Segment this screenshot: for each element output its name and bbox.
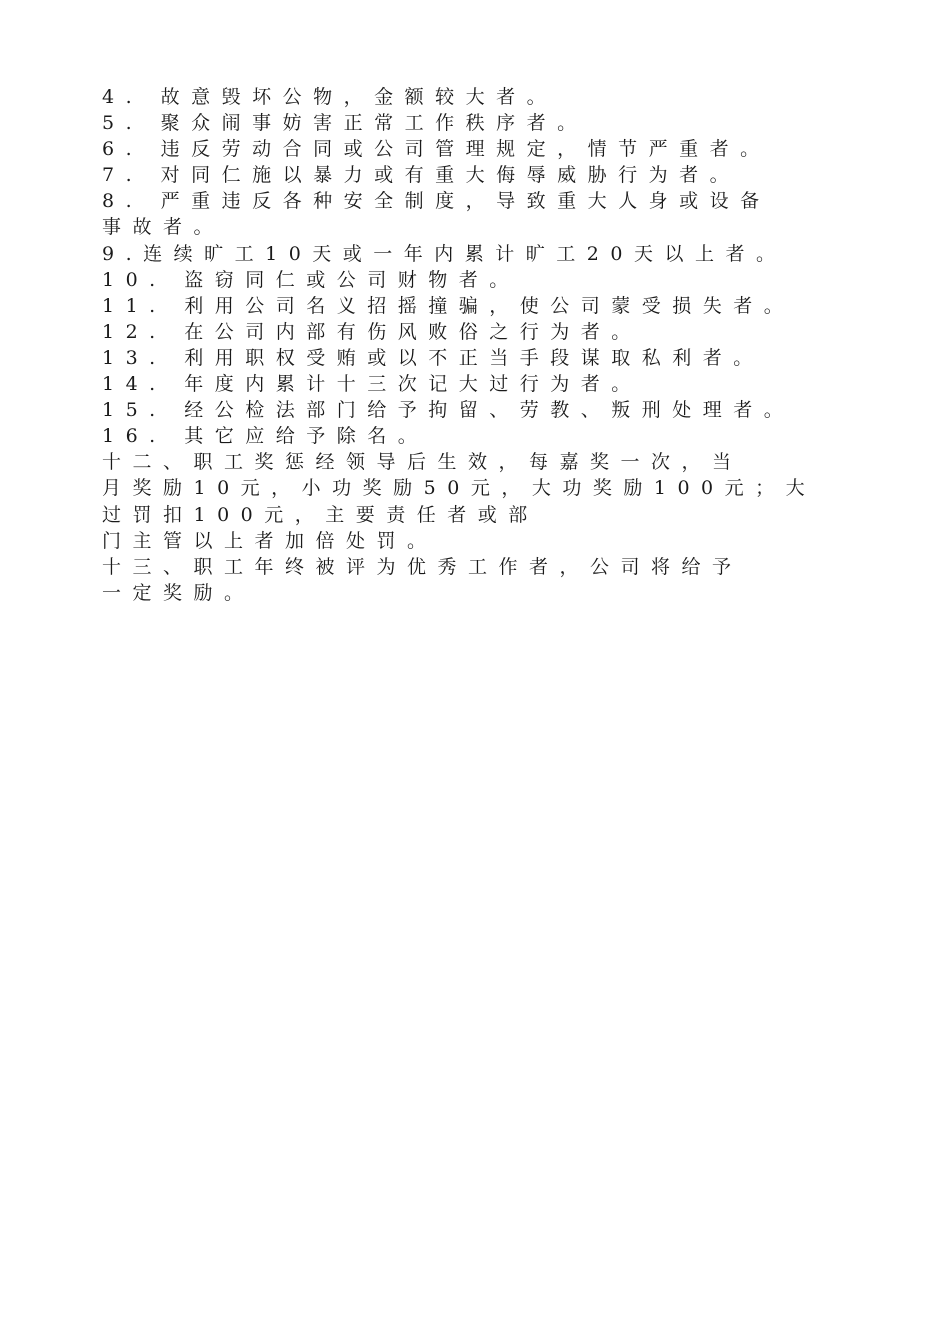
text-line: 10. 盗窃同仁或公司财物者。 (102, 268, 520, 291)
text-line: 7. 对同仁施以暴力或有重大侮辱威胁行为者。 (102, 164, 741, 187)
text-line: 8. 严重违反各种安全制度，导致重大人身或设备 (102, 190, 771, 213)
text-line: 14. 年度内累计十三次记大过行为者。 (102, 373, 642, 396)
document-body (102, 84, 842, 606)
text-line: 十二、职工奖惩经领导后生效，每嘉奖一次，当 (102, 451, 743, 474)
text-line: 6. 违反劳动合同或公司管理规定，情节严重者。 (102, 138, 771, 161)
text-line: 12. 在公司内部有伤风败俗之行为者。 (102, 320, 642, 343)
text-line: 十三、职工年终被评为优秀工作者，公司将给予 (102, 555, 743, 578)
text-line: 11. 利用公司名义招摇撞骗，使公司蒙受损失者。 (102, 294, 795, 317)
text-line: 4. 故意毁坏公物，金额较大者。 (102, 86, 558, 108)
text-line: 门主管以上者加倍处罚。 (102, 529, 438, 552)
text-line: 13. 利用职权受贿或以不正当手段谋取私利者。 (102, 346, 764, 369)
text-line: 15. 经公检法部门给予拘留、劳教、叛刑处理者。 (102, 399, 795, 422)
text-line: 月奖励10元，小功奖励50元，大功奖励100元；大 (102, 477, 817, 500)
text-line: 5. 聚众闹事妨害正常工作秩序者。 (102, 112, 588, 135)
text-line: 一定奖励。 (102, 581, 255, 604)
text-line: 事故者。 (102, 216, 225, 239)
text-line: 16. 其它应给予除名。 (102, 425, 429, 448)
text-line: 过罚扣100元，主要责任者或部 (102, 503, 539, 526)
text-line: 9.连续旷工10天或一年内累计旷工20天以上者。 (102, 242, 787, 265)
